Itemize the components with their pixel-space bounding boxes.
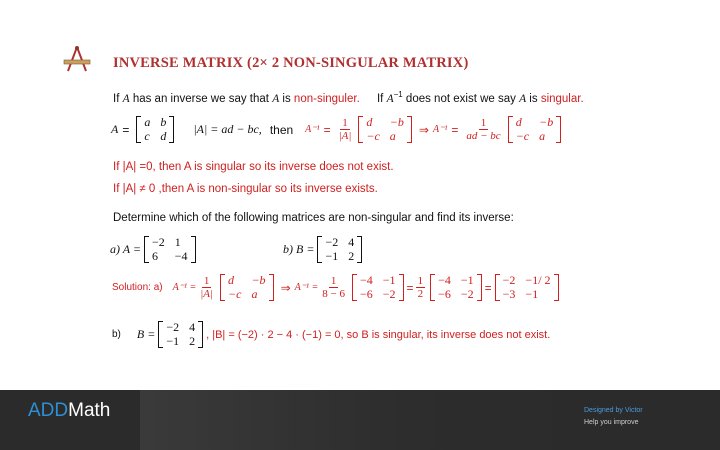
matrix-b: b) B = −2 4 −1 2 (283, 236, 365, 263)
question-text: Determine which of the following matrices are non-singular and find its inverse: (113, 212, 514, 224)
solution-a: Solution: a) A⁻¹ = $\frac{1}{|A|}$ d −b −c a ⇒ A⁻¹ = $\frac{1}{8 - 6}$ −4 −1 −6 −2 = $\frac{1}{2}$ −4 −1 −6 −2 = −2 −1/ 2 −3 −1 (112, 274, 562, 301)
definition-line: If A has an inverse we say that A is non-singuler. If $A^{-1}$ does not exist we say A is singular. (113, 90, 584, 105)
matrix-a: a) A = −2 1 6 −4 (110, 236, 199, 263)
compass-ruler-icon (62, 44, 92, 74)
inverse-formula: A = a b c d |A| = ad − bc, then A⁻¹ = $\frac{1}{|A|}$ d −b −c a ⇒ A⁻¹ = $\frac{1}{ad - bc}$ d −b −c a (111, 116, 564, 143)
brand-logo: ADDMath (28, 400, 111, 421)
matrix-general: a b c d (136, 116, 174, 143)
singular-condition: If |A| =0, then A is singular so its inverse does not exist. (113, 161, 394, 173)
non-singular-condition: If |A| ≠ 0 ,then A is non-singular so its inverse exists. (113, 183, 378, 195)
page-title: INVERSE MATRIX (2× 2 NON-SINGULAR MATRIX) (113, 55, 469, 71)
credit-text: Designed by Victor Help you improve (584, 407, 643, 426)
solution-b: b) B = −2 4 −1 2 , |B| = (−2) · 2 − 4 · (−1) = 0, so B is singular, its inverse does not exist. (112, 320, 551, 348)
